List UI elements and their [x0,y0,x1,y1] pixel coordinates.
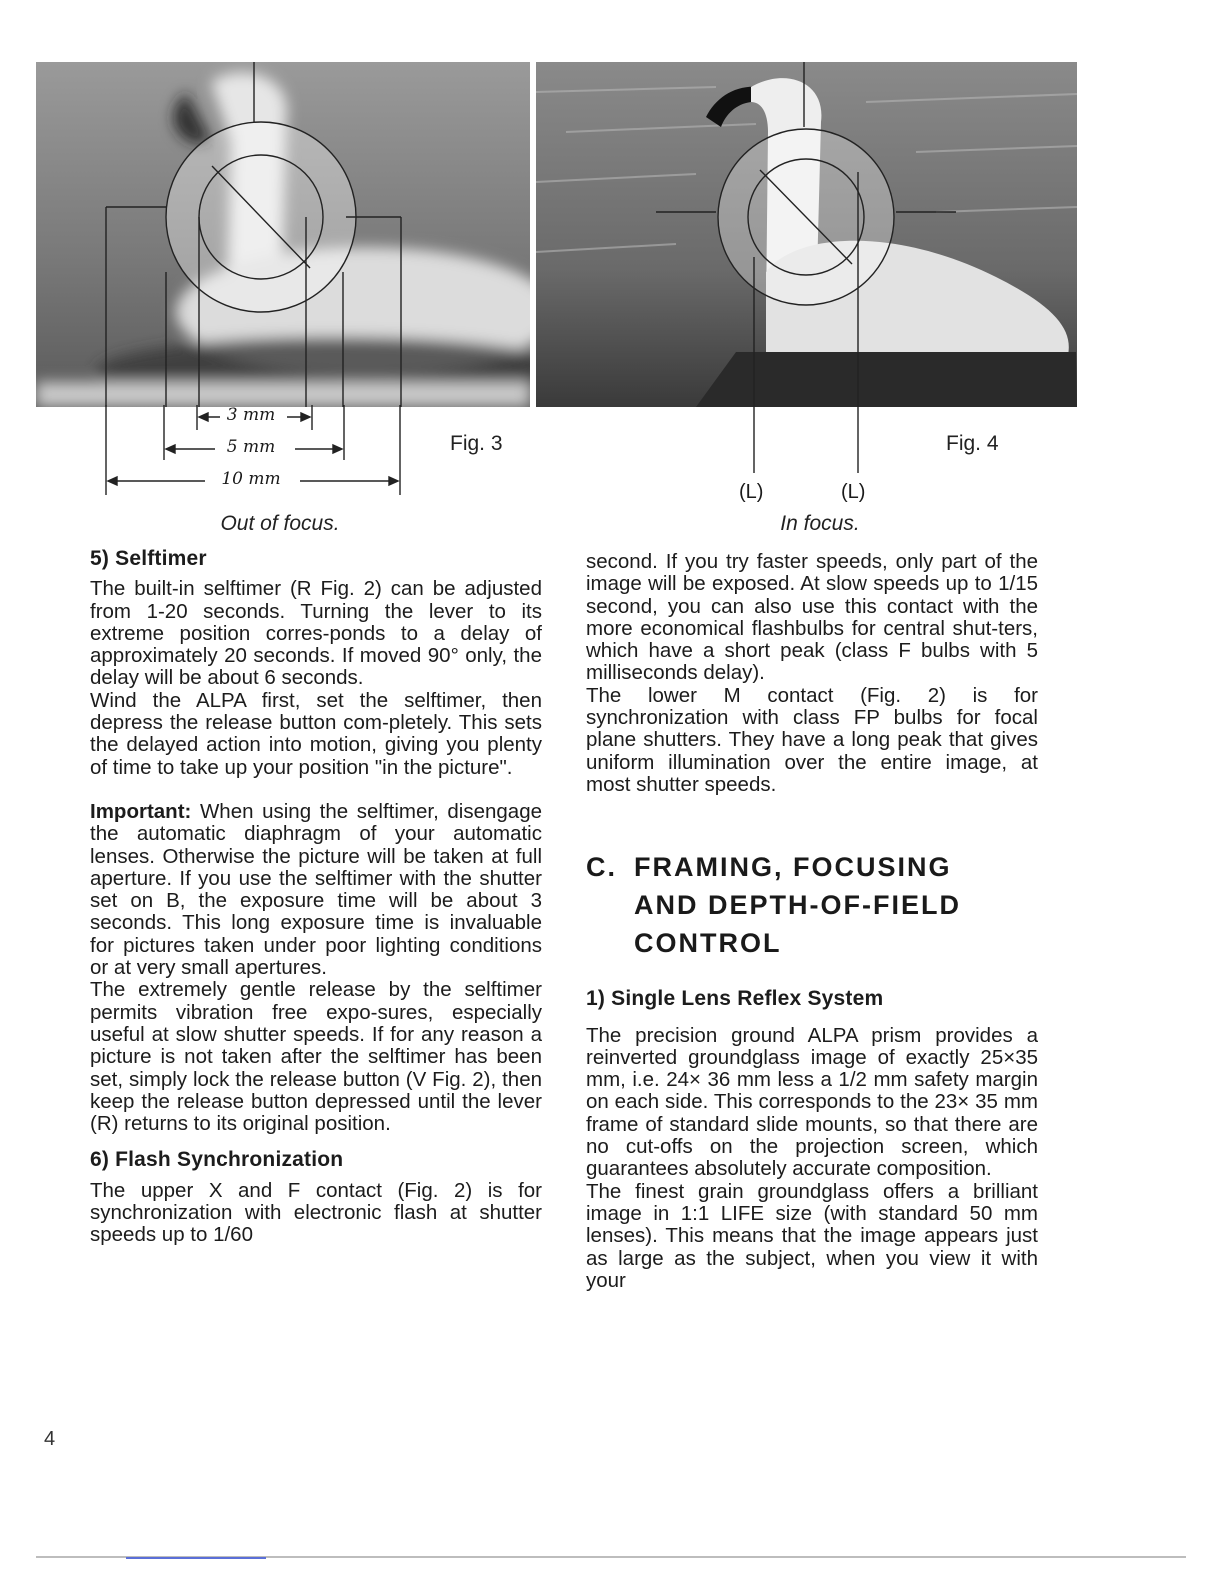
figure-3-label: Fig. 3 [450,432,503,455]
flash-continued-paragraph-1: second. If you try faster speeds, only part of the image will be exposed. At slow speeds up to 1/15 second, you can also use this contact with the more economical flashbulbs for central shut-ters, which have a short peak (class F bulbs with 5 milliseconds delay). [586,550,1038,685]
figure-3-caption: Out of focus. [220,512,340,535]
flash-paragraph-1: The upper X and F contact (Fig. 2) is for synchronization with electronic flash at shutter speeds up to 1/60 [90,1178,542,1247]
bottom-rule-accent [126,1557,266,1559]
dimension-5mm: 5 mm [226,437,276,457]
selftimer-paragraph-2: Wind the ALPA first, set the selftimer, then depress the release button com-pletely. This sets the delayed action into motion, giving you plenty of time to take up your position "in the picture". [90,688,542,779]
flash-continued-paragraph-2: The lower M contact (Fig. 2) is for synchronization with class FP bulbs for focal plane shutters. They have a long peak that gives uniform illumination over the entire image, at most shutter speeds. [586,683,1038,796]
section-c-line-2: AND DEPTH-OF-FIELD [634,890,961,921]
slr-heading: 1) Single Lens Reflex System [586,987,884,1011]
dimension-10mm: 10 mm [221,469,281,489]
important-text: When using the selftimer, disengage the automatic diaphragm of your automatic lenses. Otherwise the picture will be taken at full aperture. If you use the selftimer with the shutter set on B, the exposure time will be about 3 seconds. This long exposure time is invaluable for pictures taken under poor lighting conditions or at very small apertures. [90,799,542,980]
figure-4-caption: In focus. [780,512,860,535]
figure-4-label: Fig. 4 [946,432,999,455]
figure-4-marker-left: (L) [739,481,764,503]
figure-4-photo [536,62,1077,407]
selftimer-paragraph-4: The extremely gentle release by the selftimer permits vibration free expo-sures, especially useful at slow shutter speeds. If for any reason a picture is not taken after the selftimer has been set, simply lock the release button (V Fig. 2), then keep the release button depressed until the lever (R) returns to its original position. [90,978,542,1136]
section-c-letter: C. [586,852,617,883]
selftimer-paragraph-1: The built-in selftimer (R Fig. 2) can be adjusted from 1-20 seconds. Turning the lever to its extreme position corres-ponds to a delay of approximately 20 seconds. If moved 90° only, the delay will be about 6 seconds. [90,577,542,690]
page-number: 4 [44,1428,56,1450]
section-c-line-3: CONTROL [634,928,782,959]
left-column [90,548,542,1247]
figure-3-photo [36,62,530,407]
figure-4-marker-lines [740,405,870,475]
important-label: Important: [90,799,192,823]
dimension-3mm: 3 mm [226,405,276,425]
section-c-line-1: FRAMING, FOCUSING [634,852,952,883]
selftimer-heading: 5) Selftimer [90,547,207,570]
slr-paragraph-1: The precision ground ALPA prism provides a reinverted groundglass image of exactly 25×35 mm, i.e. 24× 36 mm less a 1/2 mm safety margin on each side. This corresponds to the 23× 35 mm frame of standard slide mounts, so that there are no cut-offs on the projection screen, which guarantees absolutely accurate composition. [586,1023,1038,1181]
selftimer-paragraph-3 [90,801,542,979]
section-c-heading [586,848,1038,962]
flash-heading: 6) Flash Synchronization [90,1148,344,1172]
figure-4-marker-right: (L) [841,481,866,503]
right-column [586,551,1038,1292]
slr-paragraph-2: The finest grain groundglass offers a brilliant image in 1:1 LIFE size (with standard 50 mm lenses). This means that the image appears just as large as the subject, when you view it with your [586,1179,1038,1292]
